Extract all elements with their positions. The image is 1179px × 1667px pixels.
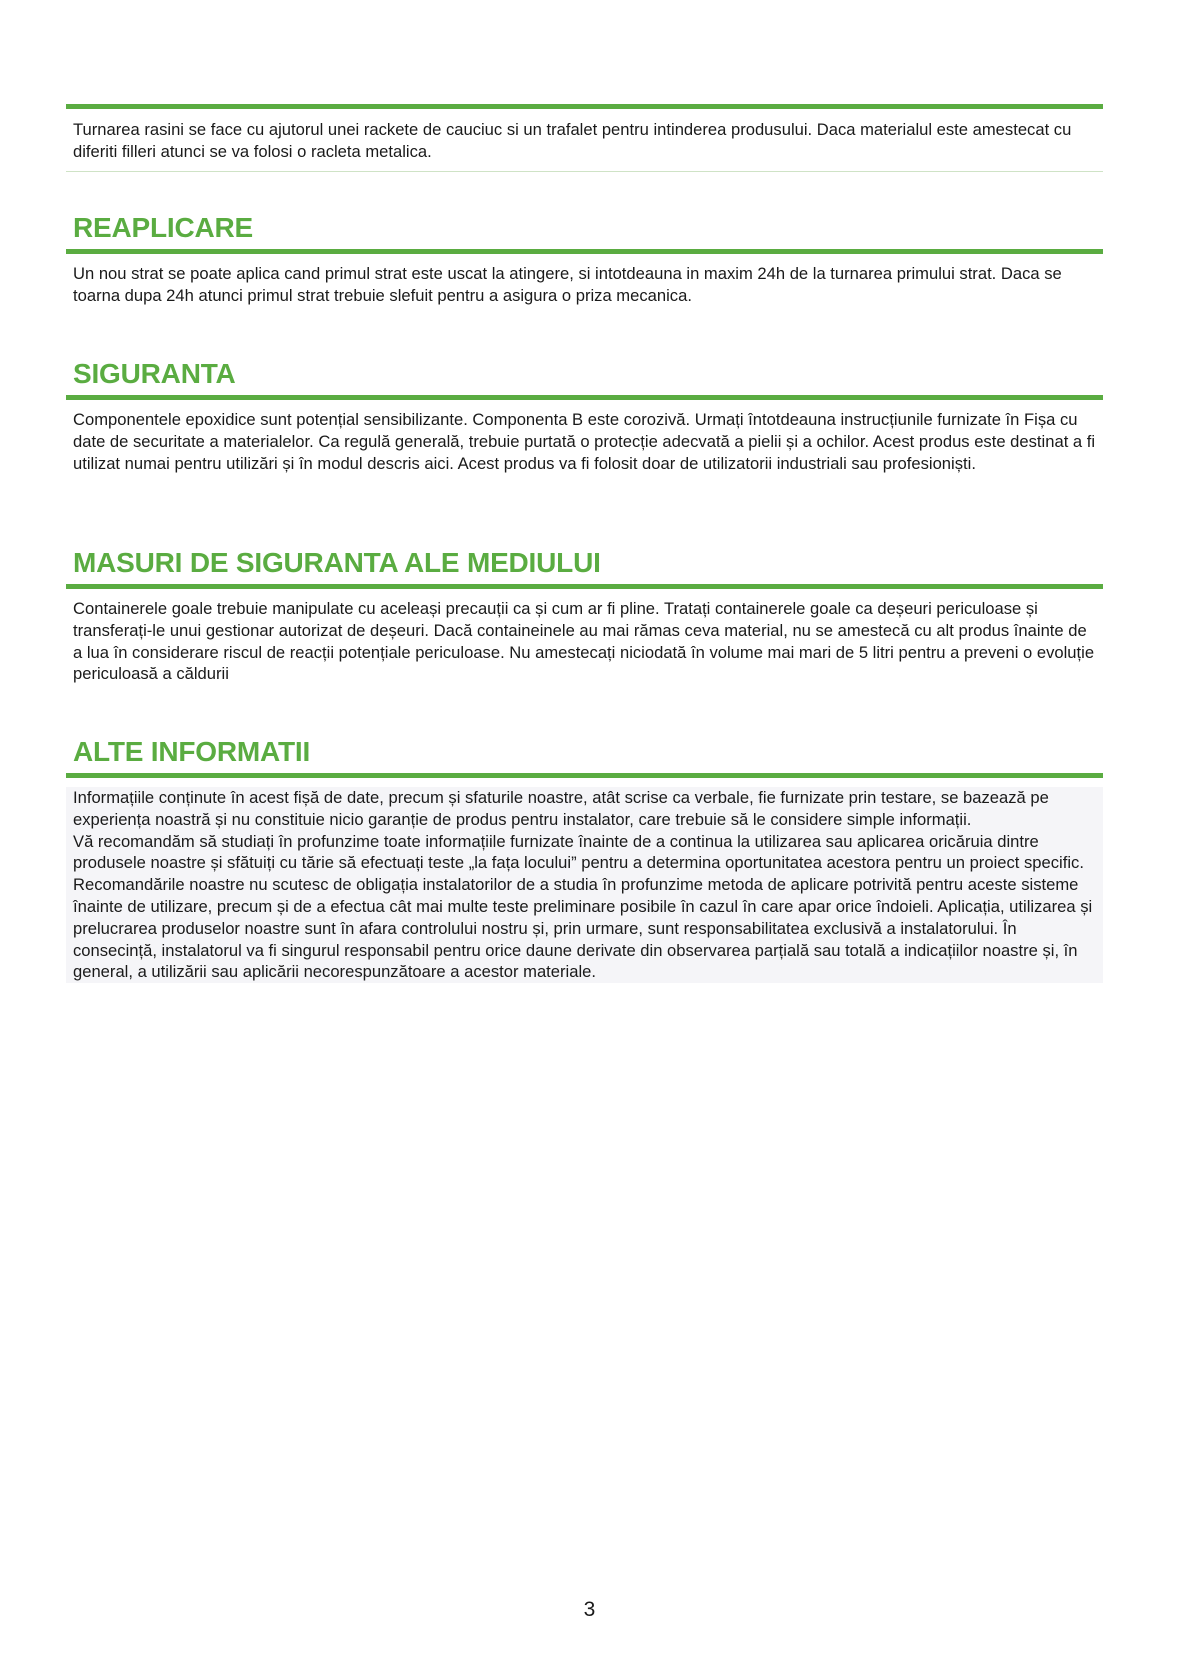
section-divider-bar: [66, 104, 1103, 109]
section-paragraph: Containerele goale trebuie manipulate cu aceleași precauții ca și cum ar fi pline. Tratați containerele goale ca deșeuri periculoase și transferați-le unui gestionar autorizat de deșeuri. Dacă containeinele au mai rămas ceva material, nu se amestecă cu alt produs înainte de a lua în considerare riscul de reacții potențiale periculoase. Nu amestecați niciodată în volume mai mari de 5 litri pentru a preveni o evoluție periculoasă a căldurii: [73, 599, 1095, 684]
section-paragraph: Vă recomandăm să studiați în profunzime toate informațiile furnizate înainte de a continua la utilizarea sau aplicarea oricăruia dintre produsele noastre și sfătuiți cu tărie să efectuați teste „la fața locului” pentru a determina oportunitatea acestora pentru un proiect specific. Recomandările noastre nu scutesc de obligația instalatorilor de a studia în profunzime metoda de aplicare potrivită pentru aceste sisteme înainte de utilizare, precum și de a efectua cât mai multe teste preliminare posibile în cazul în care apar orice îndoieli. Aplicația, utilizarea și prelucrarea produselor noastre sunt în afara controlului nostru și, prin urmare, sunt responsabilitatea exclusivă a instalatorului. În consecință, instalatorul va fi singurul responsabil pentru orice daune derivate din observarea parțială sau totală a indicațiilor noastre și, în general, a utilizării sau aplicării necorespunzătoare a acestor materiale.: [66, 831, 1103, 984]
section-siguranta: [66, 358, 1103, 474]
section-heading: MASURI DE SIGURANTA ALE MEDIULUI: [73, 547, 601, 578]
section-divider-bar: [66, 249, 1103, 254]
section-alte-informatii: [66, 736, 1103, 983]
section-divider-bar: [66, 584, 1103, 589]
section-divider-bar: [66, 395, 1103, 400]
section-heading: SIGURANTA: [73, 358, 236, 389]
section-heading: ALTE INFORMATII: [73, 736, 311, 767]
page-number: 3: [583, 1598, 596, 1621]
section-divider-bar: [66, 773, 1103, 778]
section-heading: REAPLICARE: [73, 212, 254, 243]
section-reaplicare: [66, 212, 1103, 307]
section-paragraph: Informațiile conținute în acest fișă de date, precum și sfaturile noastre, atât scrise ca verbale, fie furnizate prin testare, se bazează pe experiența noastră și nu constituie nicio garanție de produs pentru instalator, care trebuie să le considere simple informații.: [66, 787, 1103, 831]
section-end-rule: [66, 171, 1103, 172]
section-masuri-mediu: [66, 547, 1103, 685]
section-paragraph: Componentele epoxidice sunt potențial sensibilizante. Componenta B este corozivă. Urmați întotdeauna instrucțiunile furnizate în Fișa cu date de securitate a materialelor. Ca regulă generală, trebuie purtată o protecție adecvată a pielii și a ochilor. Acest produs este destinat a fi utilizat numai pentru utilizări și în modul descris aici. Acest produs va fi folosit doar de utilizatorii industriali sau profesioniști.: [73, 410, 1096, 473]
intro-section: [66, 104, 1103, 172]
intro-paragraph: Turnarea rasini se face cu ajutorul unei rackete de cauciuc si un trafalet pentru intinderea produsului. Daca materialul este amestecat cu diferiti filleri atunci se va folosi o racleta metalica.: [73, 120, 1072, 161]
section-paragraph: Un nou strat se poate aplica cand primul strat este uscat la atingere, si intotdeauna in maxim 24h de la turnarea primului strat. Daca se toarna dupa 24h atunci primul strat trebuie slefuit pentru a asigura o priza mecanica.: [73, 264, 1062, 305]
